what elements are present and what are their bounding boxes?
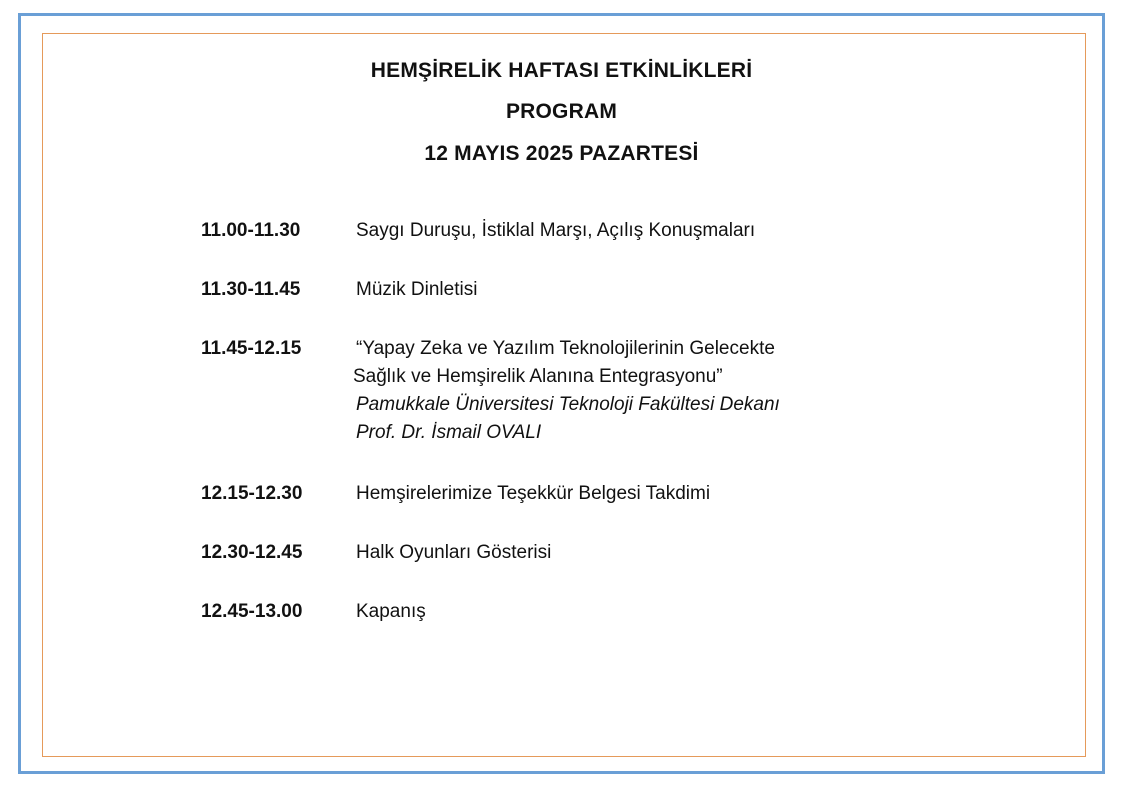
program-description [356,598,426,626]
program-time: 11.00-11.30 [201,220,301,241]
talk-title-line-1: “Yapay Zeka ve Yazılım Teknolojilerinin Gelecekte [356,338,775,359]
speaker-affiliation: Pamukkale Üniversitesi Teknoloji Fakültesi Dekanı [356,394,780,415]
program-time: 11.30-11.45 [201,279,301,300]
program-time: 12.15-12.30 [201,483,303,504]
program-line: Halk Oyunları Gösterisi [356,542,552,563]
program-description [356,539,551,567]
program-line: Saygı Duruşu, İstiklal Marşı, Açılış Konuşmaları [356,220,756,241]
program-time: 12.30-12.45 [201,542,303,563]
document-date: 12 MAYIS 2025 PAZARTESİ [424,142,699,165]
speaker-name: Prof. Dr. İsmail OVALI [356,422,542,443]
program-line: Müzik Dinletisi [356,279,478,300]
program-description [353,335,780,447]
program-time: 11.45-12.15 [201,338,302,359]
program-time: 12.45-13.00 [201,601,303,622]
program-description [356,276,477,304]
program-line: Hemşirelerimize Teşekkür Belgesi Takdimi [356,483,711,504]
program-description [356,217,755,245]
program-line: Kapanış [356,601,426,622]
document-title: HEMŞİRELİK HAFTASI ETKİNLİKLERİ [370,59,753,82]
program-description [356,480,710,508]
document-subtitle: PROGRAM [505,100,618,123]
talk-title-line-2: Sağlık ve Hemşirelik Alanına Entegrasyonu” [353,366,723,387]
